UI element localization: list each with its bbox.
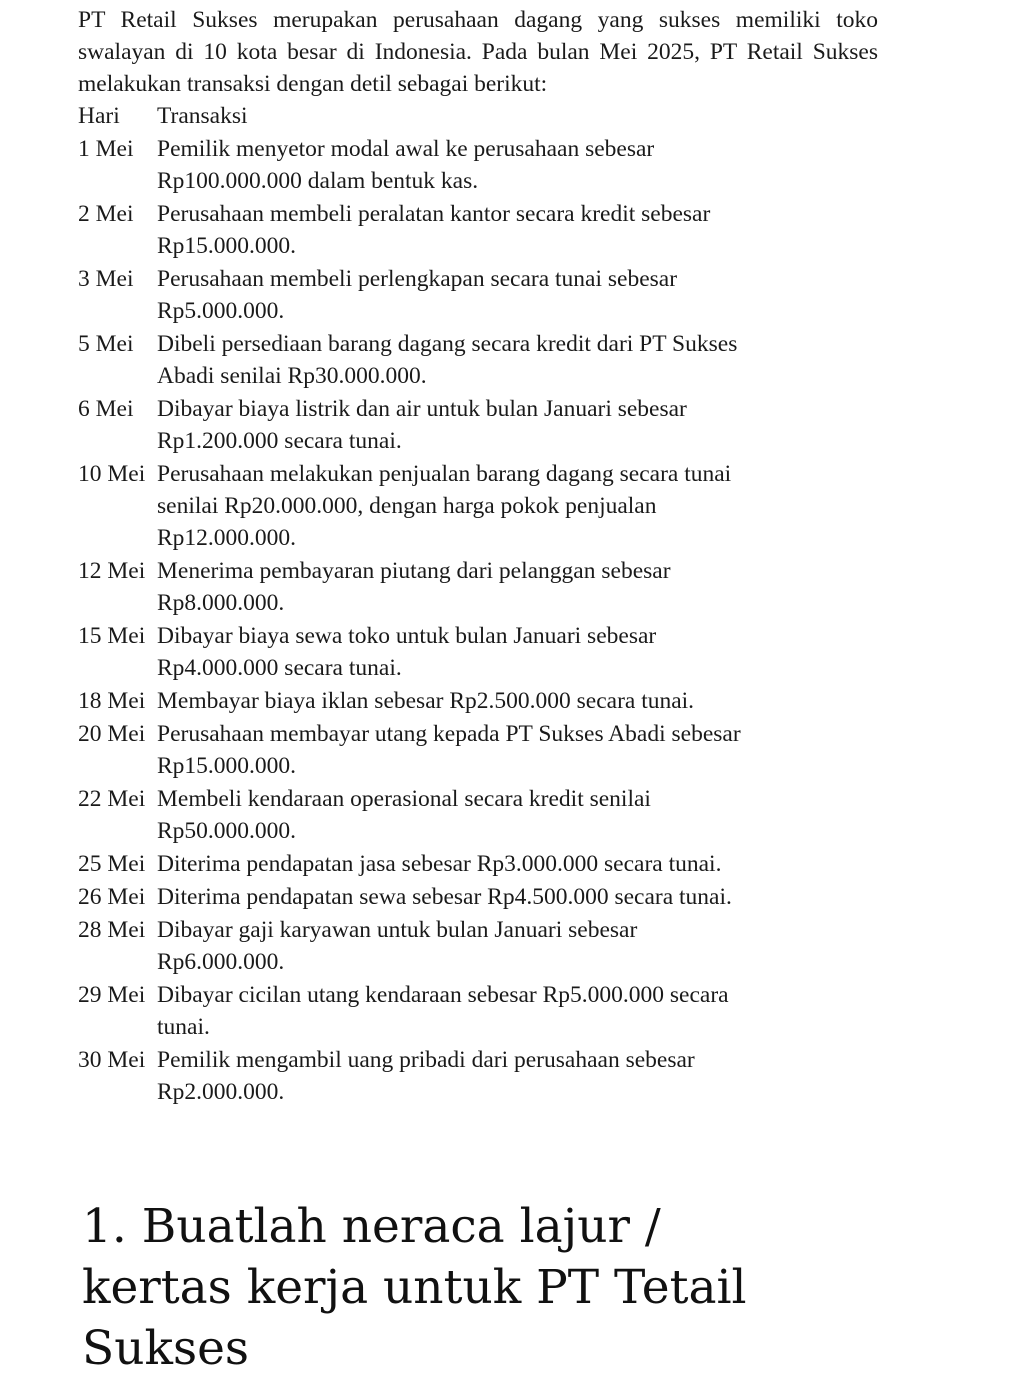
transaction-text: Dibayar biaya listrik dan air untuk bulan Januari sebesar Rp1.200.000 secara tunai. (157, 396, 687, 454)
transaction-row (78, 718, 878, 782)
transaction-date: 30 Mei (78, 1047, 146, 1073)
transaction-text: Dibayar gaji karyawan untuk bulan Januari sebesar Rp6.000.000. (157, 917, 638, 975)
header-transaction: Transaksi (157, 103, 248, 129)
transaction-date: 12 Mei (78, 558, 146, 584)
transaction-date: 1 Mei (78, 136, 134, 162)
transaction-row (78, 555, 878, 619)
transaction-text: Dibayar cicilan utang kendaraan sebesar Rp5.000.000 secara tunai. (157, 982, 729, 1040)
transaction-row (78, 848, 878, 880)
assignment-question: 1. Buatlah neraca lajur / kertas kerja untuk PT Tetail Sukses (82, 1199, 747, 1376)
transaction-date: 3 Mei (78, 266, 134, 292)
transaction-text: Membeli kendaraan operasional secara kredit senilai Rp50.000.000. (157, 786, 651, 844)
intro-paragraph: PT Retail Sukses merupakan perusahaan dagang yang sukses memiliki toko swalayan di 10 kota besar di Indonesia. Pada bulan Mei 2025, PT Retail Sukses melakukan transaksi dengan detil sebagai berikut: (78, 7, 878, 97)
transaction-date: 29 Mei (78, 982, 146, 1008)
transaction-row (78, 458, 878, 554)
transaction-date: 20 Mei (78, 721, 146, 747)
transaction-row (78, 263, 878, 327)
transaction-text: Perusahaan membeli perlengkapan secara tunai sebesar Rp5.000.000. (157, 266, 678, 324)
table-header (78, 100, 878, 132)
transaction-date: 6 Mei (78, 396, 134, 422)
transaction-date: 15 Mei (78, 623, 146, 649)
header-day: Hari (78, 103, 120, 129)
transaction-row (78, 783, 878, 847)
transaction-text: Diterima pendapatan sewa sebesar Rp4.500.000 secara tunai. (157, 884, 732, 910)
transaction-row (78, 685, 878, 717)
transaction-date: 5 Mei (78, 331, 134, 357)
transaction-date: 28 Mei (78, 917, 146, 943)
transaction-text: Diterima pendapatan jasa sebesar Rp3.000.000 secara tunai. (157, 851, 722, 877)
transaction-text: Perusahaan membeli peralatan kantor secara kredit sebesar Rp15.000.000. (157, 201, 711, 259)
transaction-row (78, 198, 878, 262)
transaction-date: 10 Mei (78, 461, 146, 487)
transaction-row (78, 1044, 878, 1108)
transaction-row (78, 979, 878, 1043)
transaction-row (78, 393, 878, 457)
transaction-date: 2 Mei (78, 201, 134, 227)
transaction-text: Perusahaan membayar utang kepada PT Sukses Abadi sebesar Rp15.000.000. (157, 721, 741, 779)
transaction-date: 18 Mei (78, 688, 146, 714)
transaction-row (78, 328, 878, 392)
transaction-text: Pemilik mengambil uang pribadi dari perusahaan sebesar Rp2.000.000. (157, 1047, 695, 1105)
transaction-row (78, 881, 878, 913)
transaction-document (78, 4, 878, 1108)
transaction-date: 22 Mei (78, 786, 146, 812)
transaction-date: 26 Mei (78, 884, 146, 910)
transaction-text: Menerima pembayaran piutang dari pelanggan sebesar Rp8.000.000. (157, 558, 671, 616)
transaction-text: Pemilik menyetor modal awal ke perusahaan sebesar Rp100.000.000 dalam bentuk kas. (157, 136, 655, 194)
transaction-row (78, 914, 878, 978)
transaction-row (78, 133, 878, 197)
transaction-text: Membayar biaya iklan sebesar Rp2.500.000 secara tunai. (157, 688, 695, 714)
transaction-text: Perusahaan melakukan penjualan barang dagang secara tunai senilai Rp20.000.000, dengan harga pokok penjualan Rp12.000.000. (157, 461, 732, 551)
transaction-text: Dibayar biaya sewa toko untuk bulan Januari sebesar Rp4.000.000 secara tunai. (157, 623, 657, 681)
transaction-row (78, 620, 878, 684)
transaction-date: 25 Mei (78, 851, 146, 877)
transaction-text: Dibeli persediaan barang dagang secara kredit dari PT Sukses Abadi senilai Rp30.000.000. (157, 331, 738, 389)
